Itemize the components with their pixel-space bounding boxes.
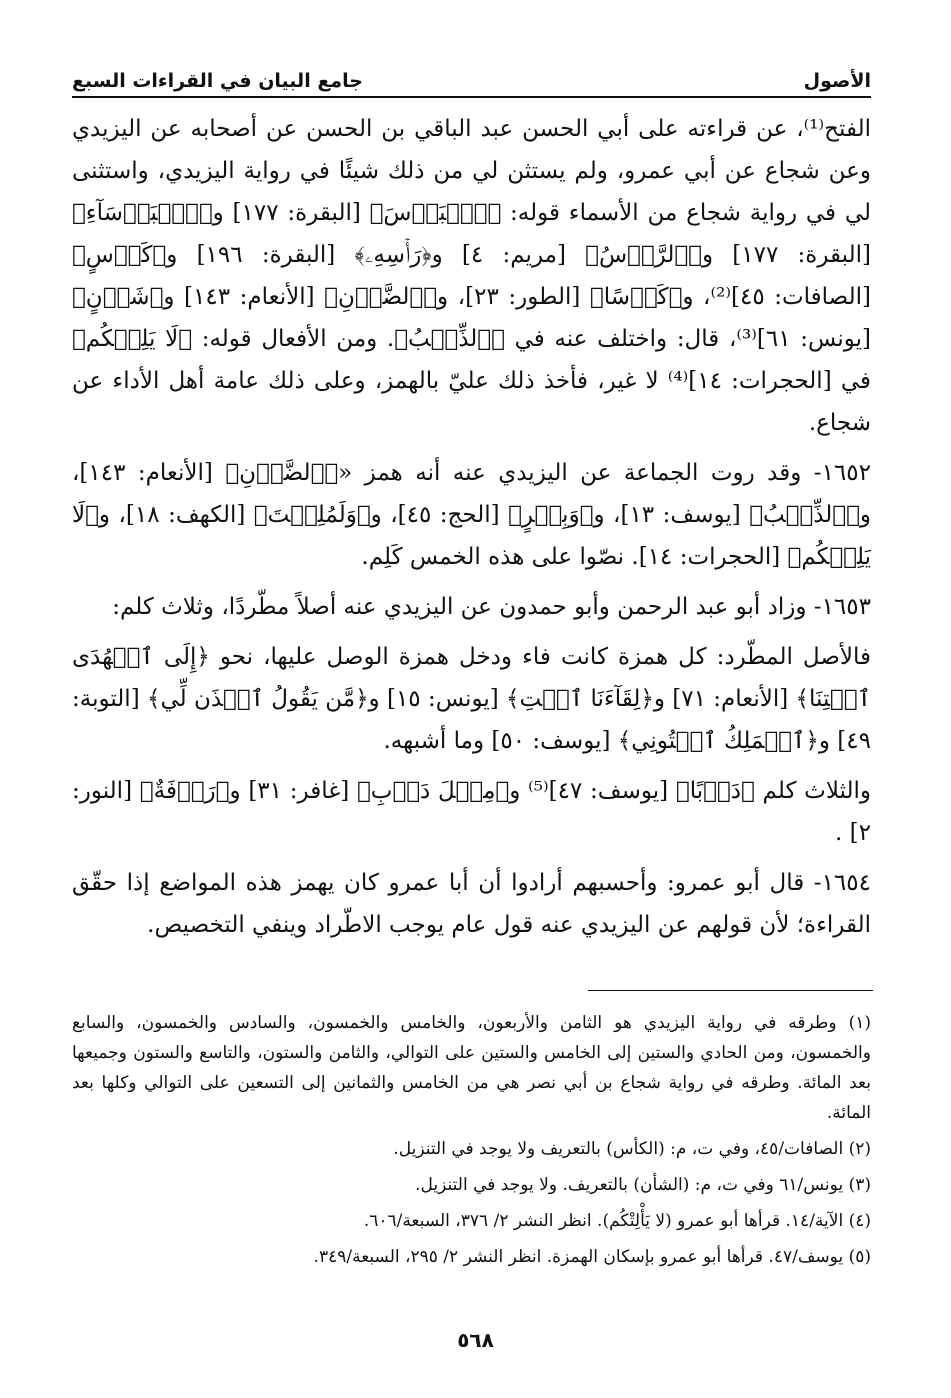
footnotes	[72, 1008, 871, 1278]
paragraph: والثلاث كلم ﴿دَأۡبًا﴾ [يوسف: ٤٧]⁽⁵⁾ و﴿مِثۡلَ دَأۡبِ﴾ [غافر: ٣١] و﴿رَأۡفَةٌ﴾ [النور: ٢] .	[72, 778, 871, 846]
page-number: ٥٦٨	[457, 1328, 494, 1352]
paragraph: ١٦٥٣- وزاد أبو عبد الرحمن وأبو حمدون عن اليزيدي عنه أصلاً مطّردًا، وثلاث كلم:	[112, 594, 871, 620]
main-text	[72, 108, 871, 954]
header-rule	[72, 96, 871, 98]
header-section-title: الأصول	[803, 70, 871, 92]
paragraph: فالأصل المطّرد: كل همزة كانت فاء ودخل همزة الوصل عليها، نحو ﴿إِلَى ٱلۡهُدَى ٱئۡتِنَا﴾ [الأنعام: ٧١] و﴿لِقَآءَنَا ٱئۡتِ﴾ [يونس: ١٥] و﴿مَّن يَقُولُ ٱئۡذَن لِّي﴾ [التوبة: ٤٩] و﴿ٱلۡمَلِكُ ٱئۡتُونِي﴾ [يوسف: ٥٠] وما أشبهه.	[72, 644, 871, 754]
paragraph: الفتح⁽¹⁾، عن قراءته على أبي الحسن عبد الباقي بن الحسن عن أصحابه عن اليزيدي وعن شجاع عن أبي عمرو، ولم يستثن لي من ذلك شيئًا في رواية اليزيدي، واستثنى لي في رواية شجاع من الأسماء قوله: ﴿ٱلۡبَأۡسَ﴾ [البقرة: ١٧٧] و﴿ٱلۡبَأۡسَآءِ﴾ [البقرة: ١٧٧] و﴿ٱلرَّأۡسُ﴾ [مريم: ٤] و﴿رَأۡسِهِۦ﴾ [البقرة: ١٩٦] و﴿كَأۡسٍ﴾ [الصافات: ٤٥]⁽²⁾، و﴿كَأۡسًا﴾ [الطور: ٢٣]، و﴿ٱلضَّأۡنِ﴾ [الأنعام: ١٤٣] و﴿شَأۡنٍ﴾ [يونس: ٦١]⁽³⁾، قال: واختلف عنه في ﴿ٱلذِّئۡبُ﴾. ومن الأفعال قوله: ﴿لَا يَلِتۡكُم﴾ في [الحجرات: ١٤]⁽⁴⁾ لا غير، فأخذ ذلك عليّ بالهمز، وعلى ذلك عامة أهل الأداء عن شجاع.	[72, 116, 872, 436]
footnote: (٥) يوسف/٤٧. قرأها أبو عمرو بإسكان الهمزة. انظر النشر ٢/ ٢٩٥، السبعة/٣٤٩.	[313, 1247, 871, 1267]
paragraph: ١٦٥٢- وقد روت الجماعة عن اليزيدي عنه أنه همز «﴿ٱلضَّأۡنِ﴾ [الأنعام: ١٤٣]، و﴿ٱلذِّئۡبُ﴾ [يوسف: ١٣]، و﴿وَبِئۡرٍ﴾ [الحج: ٤٥]، و﴿وَلَمُلِئۡتَ﴾ [الكهف: ١٨]، و﴿لَا يَلِتۡكُم﴾ [الحجرات: ١٤]. نصّوا على هذه الخمس كَلِم.	[72, 460, 871, 570]
paragraph: ١٦٥٤- قال أبو عمرو: وأحسبهم أرادوا أن أبا عمرو كان يهمز هذه المواضع إذا حقّق القراءة؛ لأن قولهم عن اليزيدي عنه قول عام يوجب الاطّراد وينفي التخصيص.	[72, 870, 871, 938]
footnote: (٢) الصافات/٤٥، وفي ت، م: (الكأس) بالتعريف ولا يوجد في التنزيل.	[393, 1139, 871, 1159]
running-header	[72, 58, 871, 92]
footnote: (٤) الآية/١٤. قرأها أبو عمرو (لا يَأْلِتْكُم). انظر النشر ٢/ ٣٧٦، السبعة/٦٠٦.	[363, 1211, 871, 1231]
footnote: (١) وطرقه في رواية اليزيدي هو الثامن والأربعون، والخامس والخمسون، والسادس والخمسون، والسابع والخمسون، ومن الحادي والستين إلى الخامس والستين على التوالي، والثامن والستون، والتاسع والستون وجميعها بعد المائة. وطرقه في رواية شجاع بن أبي نصر هي من الخامس والثمانين إلى التسعين على التوالي وكلها بعد المائة.	[72, 1013, 871, 1123]
footnote-separator	[588, 990, 873, 991]
footnote: (٣) يونس/٦١ وفي ت، م: (الشأن) بالتعريف. ولا يوجد في التنزيل.	[415, 1175, 871, 1195]
header-book-title: جامع البيان في القراءات السبع	[72, 70, 363, 92]
